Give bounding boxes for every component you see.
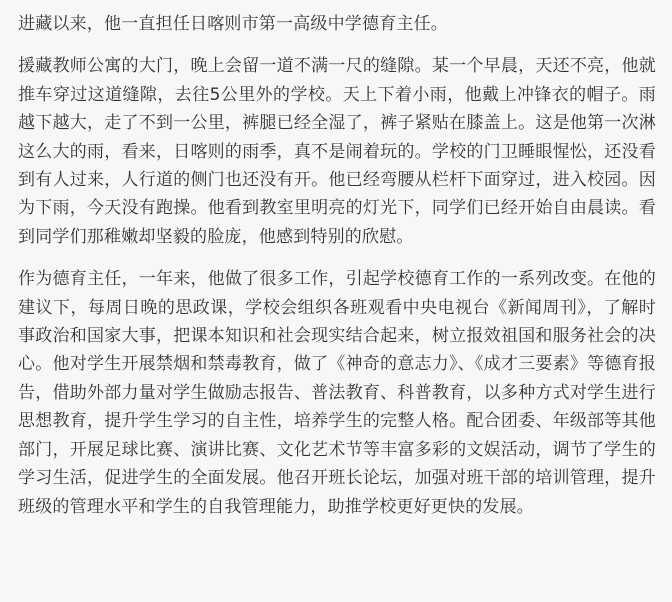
article-paragraph-intro: 进藏以来，他一直担任日喀则市第一高级中学德育主任。 [18,14,448,34]
article-paragraph-work: 作为德育主任，一年来，他做了很多工作，引起学校德育工作的一系列改变。在他的建议下，每周日晚的思政课，学校会组织各班观看中央电视台《新闻周刊》，了解时事政治和国家大事，把课本知识和社会现实结合起来，树立报效祖国和服务社会的决心。他对学生开展禁烟和禁毒教育，做了《神奇的意志力》、《成才三要素》等德育报告，借助外部力量对学生做励志报告、普法教育、科普教育，以多种方式对学生进行思想教育，提升学生学习的自主性，培养学生的完整人格。配合团委、年级部等其他部门，开展足球比赛、演讲比赛、文化艺术节等丰富多彩的文娱活动，调节了学生的学习生活，促进学生的全面发展。他召开班长论坛，加强对班干部的培训管理，提升班级的管理水平和学生的自我管理能力，助推学校更好更快的发展。 [18,269,656,517]
article-paragraph-morning: 援藏教师公寓的大门，晚上会留一道不满一尺的缝隙。某一个早晨，天还不亮，他就推车穿过这道缝隙，去往5公里外的学校。天上下着小雨，他戴上冲锋衣的帽子。雨越下越大，走了不到一公里，裤腿已经全湿了，裤子紧贴在膝盖上。这是他第一次淋这么大的雨，看来，日喀则的雨季，真不是闹着玩的。学校的门卫睡眼惺忪，还没看到有人过来，人行道的侧门也还没有开。他已经弯腰从栏杆下面穿过，进入校园。因为下雨，今天没有跑操。他看到教室里明亮的灯光下，同学们已经开始自由晨读。看到同学们那稚嫩却坚毅的脸庞，他感到特别的欣慰。 [18,56,656,247]
